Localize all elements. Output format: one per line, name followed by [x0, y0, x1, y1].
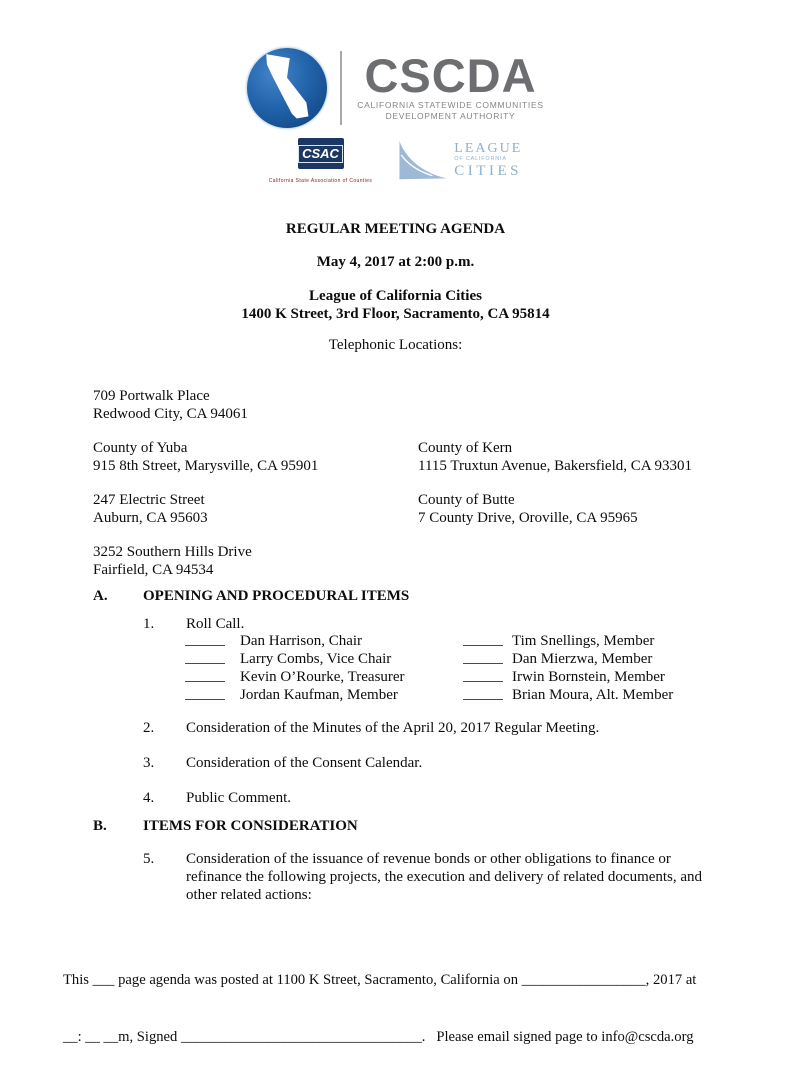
league-text-line2: OF CALIFORNIA	[454, 156, 507, 162]
location-item	[418, 387, 727, 423]
item-text: Consideration of the issuance of revenue bonds or other obligations to finance or refinance the following projects, the execution and delivery of related documents, and other related actions:	[186, 851, 703, 903]
california-state-icon	[258, 52, 316, 124]
cscda-logo	[0, 0, 791, 134]
item-text: Consideration of the Consent Calendar.	[186, 755, 423, 771]
location-item	[93, 387, 418, 423]
agenda-item-1	[143, 615, 727, 633]
document-title: REGULAR MEETING AGENDA	[285, 221, 506, 237]
section-letter: A.	[93, 588, 108, 604]
rollcall-blank-cell	[463, 651, 512, 669]
roll-call-list	[185, 633, 727, 705]
location-item	[418, 491, 727, 527]
location-line2: Fairfield, CA 94534	[93, 562, 214, 578]
telephonic-locations-label: Telephonic Locations:	[328, 337, 463, 353]
league-text-line3: CITIES	[454, 163, 522, 179]
location-line2: 1115 Truxtun Avenue, Bakersfield, CA 93301	[418, 458, 693, 474]
rollcall-blank	[463, 633, 503, 646]
location-line2: Auburn, CA 95603	[93, 510, 208, 526]
csac-logo	[269, 138, 373, 190]
partner-logos-row	[0, 138, 791, 192]
location-line2: 7 County Drive, Oroville, CA 95965	[418, 510, 638, 526]
logo-divider	[340, 51, 342, 125]
csac-logo-box	[298, 138, 344, 169]
league-swoosh-icon	[396, 138, 448, 184]
rollcall-blank	[463, 687, 503, 700]
agenda-item-4	[143, 789, 727, 807]
item-text: Public Comment.	[186, 790, 291, 806]
rollcall-name: Larry Combs, Vice Chair	[240, 651, 392, 667]
location-line1: County of Butte	[418, 492, 515, 508]
posting-notice-line1: This ___ page agenda was posted at 1100 K Street, Sacramento, California on _________________, 2017 at	[63, 972, 697, 988]
item-number: 3.	[143, 755, 155, 771]
csac-caption: California State Association of Counties	[268, 178, 373, 184]
rollcall-name: Tim Snellings, Member	[512, 633, 655, 649]
cscda-globe-icon	[247, 48, 327, 128]
posting-notice-footer	[63, 933, 696, 1085]
rollcall-name: Brian Moura, Alt. Member	[512, 687, 674, 703]
rollcall-blank-cell	[185, 687, 240, 705]
agenda-item-5	[143, 850, 727, 904]
rollcall-blank-cell	[463, 669, 512, 687]
meeting-datetime: May 4, 2017 at 2:00 p.m.	[316, 254, 475, 270]
venue-address: 1400 K Street, 3rd Floor, Sacramento, CA 95814	[241, 306, 550, 322]
item-number: 4.	[143, 790, 155, 806]
location-line2: 915 8th Street, Marysville, CA 95901	[93, 458, 319, 474]
rollcall-blank	[463, 669, 503, 682]
rollcall-blank-cell	[185, 651, 240, 669]
item-text: Roll Call.	[186, 616, 245, 632]
rollcall-name: Dan Harrison, Chair	[240, 633, 363, 649]
section-title: OPENING AND PROCEDURAL ITEMS	[143, 588, 410, 604]
location-item	[93, 543, 418, 579]
location-line1: County of Yuba	[93, 440, 188, 456]
rollcall-blank	[463, 651, 503, 664]
rollcall-blank	[185, 669, 225, 682]
item-number: 2.	[143, 720, 155, 736]
location-item	[418, 439, 727, 475]
rollcall-blank-cell	[463, 633, 512, 651]
cscda-tagline-line2: DEVELOPMENT AUTHORITY	[385, 111, 516, 121]
item-number: 5.	[143, 851, 155, 867]
rollcall-blank-cell	[463, 687, 512, 705]
location-line1: 709 Portwalk Place	[93, 388, 210, 404]
agenda-item-2	[143, 719, 727, 737]
venue-name: League of California Cities	[309, 288, 482, 304]
rollcall-name: Jordan Kaufman, Member	[240, 687, 398, 703]
rollcall-blank	[185, 651, 225, 664]
league-text-line1: LEAGUE	[454, 141, 523, 156]
cscda-wordmark: CSCDA	[364, 49, 537, 102]
rollcall-blank	[185, 687, 225, 700]
rollcall-name: Dan Mierzwa, Member	[512, 651, 653, 667]
rollcall-blank	[185, 633, 225, 646]
csac-acronym: CSAC	[298, 145, 343, 163]
rollcall-blank-cell	[185, 633, 240, 651]
cscda-wordmark-block	[357, 49, 544, 122]
section-b-heading	[93, 817, 727, 835]
telephonic-locations-list	[93, 387, 727, 579]
location-item	[93, 439, 418, 475]
rollcall-name: Irwin Bornstein, Member	[512, 669, 665, 685]
item-number: 1.	[143, 616, 155, 632]
rollcall-blank-cell	[185, 669, 240, 687]
document-body	[0, 387, 791, 904]
section-letter: B.	[93, 818, 107, 834]
location-item	[418, 543, 727, 579]
location-line2: Redwood City, CA 94061	[93, 406, 248, 422]
location-line1: 247 Electric Street	[93, 492, 205, 508]
posting-notice-line2: __: __ __m, Signed _________________________________. Please email signed page to info@cscda.org	[63, 1029, 694, 1045]
cscda-tagline-line1: CALIFORNIA STATEWIDE COMMUNITIES	[357, 100, 544, 110]
section-a-heading	[93, 587, 727, 605]
location-line1: 3252 Southern Hills Drive	[93, 544, 252, 560]
league-logo-text	[454, 138, 522, 179]
location-line1: County of Kern	[418, 440, 513, 456]
location-item	[93, 491, 418, 527]
item-text: Consideration of the Minutes of the April 20, 2017 Regular Meeting.	[186, 720, 600, 736]
cscda-tagline	[357, 100, 543, 122]
league-of-california-cities-logo	[396, 138, 522, 184]
section-title: ITEMS FOR CONSIDERATION	[143, 818, 358, 834]
rollcall-name: Kevin O’Rourke, Treasurer	[240, 669, 405, 685]
agenda-item-3	[143, 754, 727, 772]
meeting-venue	[0, 287, 791, 323]
